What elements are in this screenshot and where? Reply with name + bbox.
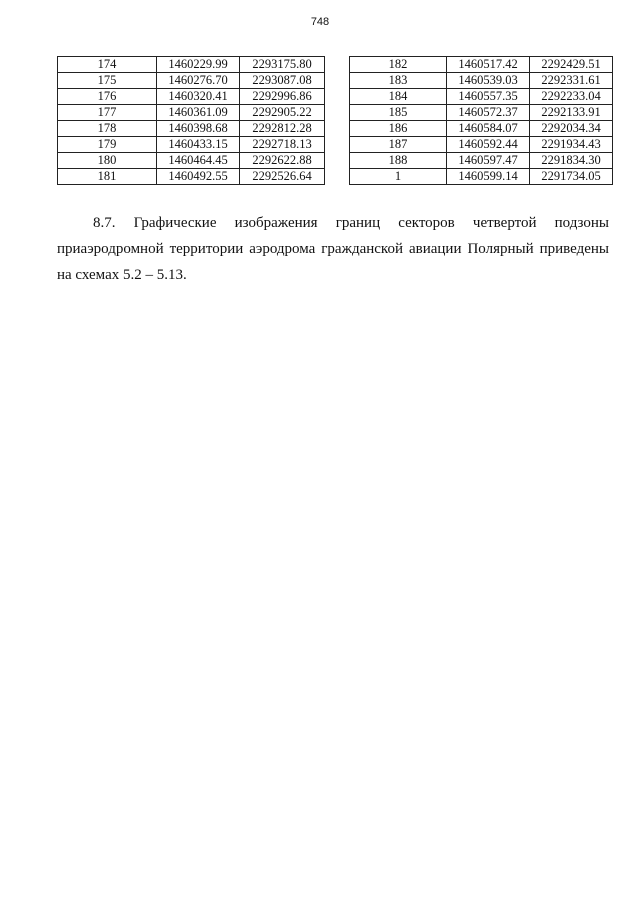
- point-number-cell: 176: [58, 89, 157, 105]
- table-left-body: [58, 57, 325, 185]
- table-right-body: [350, 57, 613, 185]
- y-coordinate-cell: 2292996.86: [240, 89, 325, 105]
- table-row: [58, 153, 325, 169]
- x-coordinate-cell: 1460599.14: [447, 169, 530, 185]
- x-coordinate-cell: 1460592.44: [447, 137, 530, 153]
- point-number-cell: 180: [58, 153, 157, 169]
- y-coordinate-cell: 2293175.80: [240, 57, 325, 73]
- y-coordinate-cell: 2292622.88: [240, 153, 325, 169]
- table-row: [350, 137, 613, 153]
- table-row: [58, 57, 325, 73]
- x-coordinate-cell: 1460597.47: [447, 153, 530, 169]
- y-coordinate-cell: 2292905.22: [240, 105, 325, 121]
- y-coordinate-cell: 2291934.43: [530, 137, 613, 153]
- x-coordinate-cell: 1460517.42: [447, 57, 530, 73]
- table-row: [58, 89, 325, 105]
- point-number-cell: 182: [350, 57, 447, 73]
- table-row: [350, 105, 613, 121]
- table-row: [350, 73, 613, 89]
- point-number-cell: 178: [58, 121, 157, 137]
- y-coordinate-cell: 2291734.05: [530, 169, 613, 185]
- paragraph-line-1: 8.7. Графические изображения границ секторов четвертой подзоны: [93, 215, 609, 231]
- coordinates-table-left: [57, 56, 325, 185]
- page-number: 748: [310, 16, 330, 28]
- x-coordinate-cell: 1460557.35: [447, 89, 530, 105]
- point-number-cell: 181: [58, 169, 157, 185]
- paragraph-line-3: на схемах 5.2 – 5.13.: [57, 267, 187, 283]
- table-row: [58, 105, 325, 121]
- x-coordinate-cell: 1460464.45: [157, 153, 240, 169]
- table-row: [350, 57, 613, 73]
- x-coordinate-cell: 1460572.37: [447, 105, 530, 121]
- section-paragraph: [57, 210, 609, 288]
- point-number-cell: 186: [350, 121, 447, 137]
- x-coordinate-cell: 1460398.68: [157, 121, 240, 137]
- y-coordinate-cell: 2292429.51: [530, 57, 613, 73]
- paragraph-line-2: приаэродромной территории аэродрома гражданской авиации Полярный приведены: [57, 241, 609, 257]
- x-coordinate-cell: 1460492.55: [157, 169, 240, 185]
- table-row: [350, 169, 613, 185]
- y-coordinate-cell: 2292526.64: [240, 169, 325, 185]
- x-coordinate-cell: 1460539.03: [447, 73, 530, 89]
- y-coordinate-cell: 2292133.91: [530, 105, 613, 121]
- y-coordinate-cell: 2291834.30: [530, 153, 613, 169]
- x-coordinate-cell: 1460361.09: [157, 105, 240, 121]
- point-number-cell: 187: [350, 137, 447, 153]
- table-row: [350, 153, 613, 169]
- table-row: [58, 121, 325, 137]
- x-coordinate-cell: 1460433.15: [157, 137, 240, 153]
- point-number-cell: 185: [350, 105, 447, 121]
- table-row: [350, 121, 613, 137]
- point-number-cell: 184: [350, 89, 447, 105]
- y-coordinate-cell: 2293087.08: [240, 73, 325, 89]
- point-number-cell: 174: [58, 57, 157, 73]
- table-row: [58, 169, 325, 185]
- y-coordinate-cell: 2292034.34: [530, 121, 613, 137]
- table-row: [350, 89, 613, 105]
- point-number-cell: 188: [350, 153, 447, 169]
- table-row: [58, 137, 325, 153]
- point-number-cell: 175: [58, 73, 157, 89]
- x-coordinate-cell: 1460584.07: [447, 121, 530, 137]
- y-coordinate-cell: 2292718.13: [240, 137, 325, 153]
- point-number-cell: 1: [350, 169, 447, 185]
- x-coordinate-cell: 1460229.99: [157, 57, 240, 73]
- table-row: [58, 73, 325, 89]
- y-coordinate-cell: 2292812.28: [240, 121, 325, 137]
- coordinates-table-right: [349, 56, 613, 185]
- y-coordinate-cell: 2292233.04: [530, 89, 613, 105]
- point-number-cell: 177: [58, 105, 157, 121]
- x-coordinate-cell: 1460320.41: [157, 89, 240, 105]
- point-number-cell: 179: [58, 137, 157, 153]
- point-number-cell: 183: [350, 73, 447, 89]
- y-coordinate-cell: 2292331.61: [530, 73, 613, 89]
- x-coordinate-cell: 1460276.70: [157, 73, 240, 89]
